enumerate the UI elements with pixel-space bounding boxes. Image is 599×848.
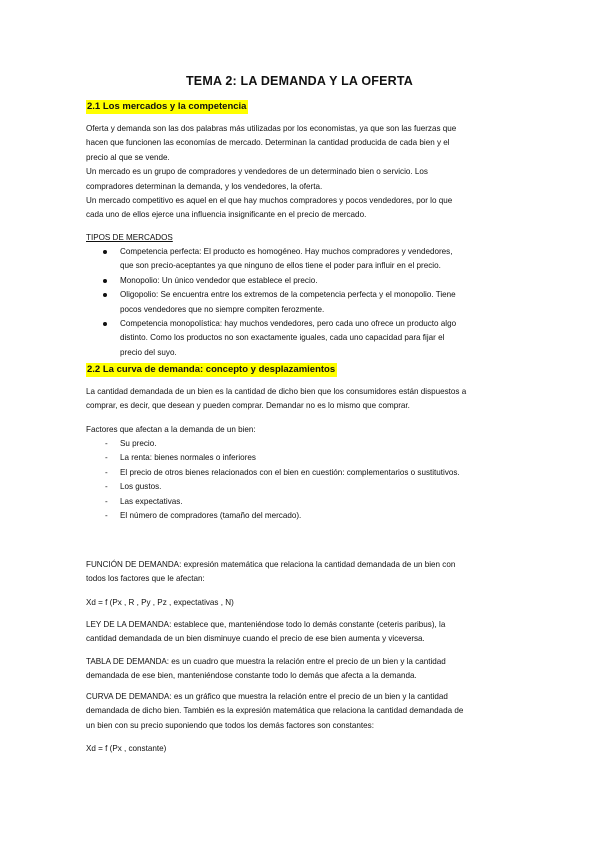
text-line: precio al que se vende. — [86, 152, 170, 162]
tabla-demanda-paragraph — [86, 655, 516, 684]
paragraph-mercados — [86, 122, 516, 223]
text-line: LEY DE LA DEMANDA: establece que, manteniéndose todo lo demás constante (ceteris paribus), la — [86, 620, 446, 629]
dash-icon: - — [105, 439, 108, 448]
text-line: Oligopolio: Se encuentra entre los extremos de la competencia perfecta y el monopolio. Tiene — [120, 290, 456, 300]
factores-intro: Factores que afectan a la demanda de un bien: — [86, 425, 256, 434]
text-line: Monopolio: Un único vendedor que establece el precio. — [120, 275, 318, 285]
dash-icon: - — [105, 511, 108, 521]
text-line: que son precio-aceptantes ya que ninguno de ellos tiene el poder para influir en el precio. — [120, 261, 441, 271]
text-line: Competencia perfecta: El producto es homogéneo. Hay muchos compradores y vendedores, — [120, 247, 453, 256]
text-line: La cantidad demandada de un bien es la cantidad de dicho bien que los consumidores están dispuestos a — [86, 387, 467, 396]
text-line: Oferta y demanda son las dos palabras más utilizadas por los economistas, ya que son las fuerzas que — [86, 124, 457, 133]
text-line: FUNCIÓN DE DEMANDA: expresión matemática que relaciona la cantidad demandada de un bien con — [86, 560, 456, 569]
text-line: CURVA DE DEMANDA: es un gráfico que muestra la relación entre el precio de un bien y la cantidad — [86, 692, 448, 701]
text-line: Competencia monopolística: hay muchos vendedores, pero cada uno ofrece un producto algo — [120, 319, 457, 329]
paragraph-cantidad-demandada — [86, 385, 516, 414]
tipos-mercados-heading: TIPOS DE MERCADOS — [86, 233, 173, 242]
text-line: todos los factores que le afectan: — [86, 574, 205, 584]
bullet-icon — [103, 293, 107, 297]
list-item: - El número de compradores (tamaño del mercado). — [86, 509, 516, 523]
list-item — [86, 288, 516, 317]
section-heading-mercados: 2.1 Los mercados y la competencia — [87, 101, 247, 112]
funcion-demanda-paragraph — [86, 558, 516, 587]
bullet-icon — [103, 322, 107, 326]
text-line: pocos vendedores que no siempre compiten ferozmente. — [120, 304, 325, 314]
bullet-icon — [103, 250, 107, 254]
page-title: TEMA 2: LA DEMANDA Y LA OFERTA — [185, 74, 414, 88]
text-line: Un mercado es un grupo de compradores y vendedores de un determinado bien o servicio. Los — [86, 167, 428, 177]
text-line: un bien con su precio suponiendo que todos los demás factores son constantes: — [86, 720, 374, 730]
text-line: demandada de dicho bien. También es la expresión matemática que relaciona la cantidad demandada de — [86, 706, 464, 716]
tipos-mercados-list — [86, 245, 516, 360]
text-line: hacen que funcionen las economías de mercado. Determinan la cantidad producida de cada bien y el — [86, 138, 450, 148]
list-item: - Su precio. — [86, 437, 516, 451]
text-line: compradores determinan la demanda, y los vendedores, la oferta. — [86, 181, 323, 191]
list-item: - Las expectativas. — [86, 495, 516, 509]
formula-curva-demanda: Xd = f (Px , constante) — [86, 744, 167, 753]
bullet-icon — [103, 279, 107, 283]
dash-icon: - — [105, 496, 108, 506]
formula-funcion-demanda: Xd = f (Px , R , Py , Pz , expectativas , N) — [86, 598, 234, 607]
list-item — [86, 245, 516, 274]
dash-icon: - — [105, 467, 108, 477]
text-line: Un mercado competitivo es aquel en el que hay muchos compradores y pocos vendedores, por lo que — [86, 196, 453, 206]
list-item: - Los gustos. — [86, 480, 516, 494]
dash-icon: - — [105, 482, 108, 492]
list-item — [86, 317, 516, 360]
text-line: distinto. Como los productos no son exactamente iguales, cada uno capacidad para fijar el — [120, 333, 445, 343]
ley-demanda-paragraph — [86, 618, 516, 647]
list-item: - El precio de otros bienes relacionados con el bien en cuestión: complementarios o sustitutivos. — [86, 466, 516, 480]
text-line: comprar, es decir, que desean y pueden comprar. Demandar no es lo mismo que comprar. — [86, 401, 410, 411]
text-line: cada uno de ellos ejerce una influencia insignificante en el precio de mercado. — [86, 210, 367, 220]
text-line: cantidad demandada de un bien disminuye cuando el precio de ese bien aumenta y viceversa. — [86, 634, 425, 644]
curva-demanda-paragraph — [86, 690, 516, 733]
list-item — [86, 274, 516, 288]
section-heading-curva-demanda: 2.2 La curva de demanda: concepto y desplazamientos — [87, 364, 336, 375]
text-line: demandada de ese bien, manteniéndose constante todo lo demás que afecta a la demanda. — [86, 671, 417, 681]
factores-list — [86, 437, 516, 523]
dash-icon: - — [105, 453, 108, 463]
list-item: - La renta: bienes normales o inferiores — [86, 451, 516, 465]
text-line: TABLA DE DEMANDA: es un cuadro que muestra la relación entre el precio de un bien y la cantidad — [86, 657, 446, 666]
text-line: precio del suyo. — [120, 347, 177, 357]
